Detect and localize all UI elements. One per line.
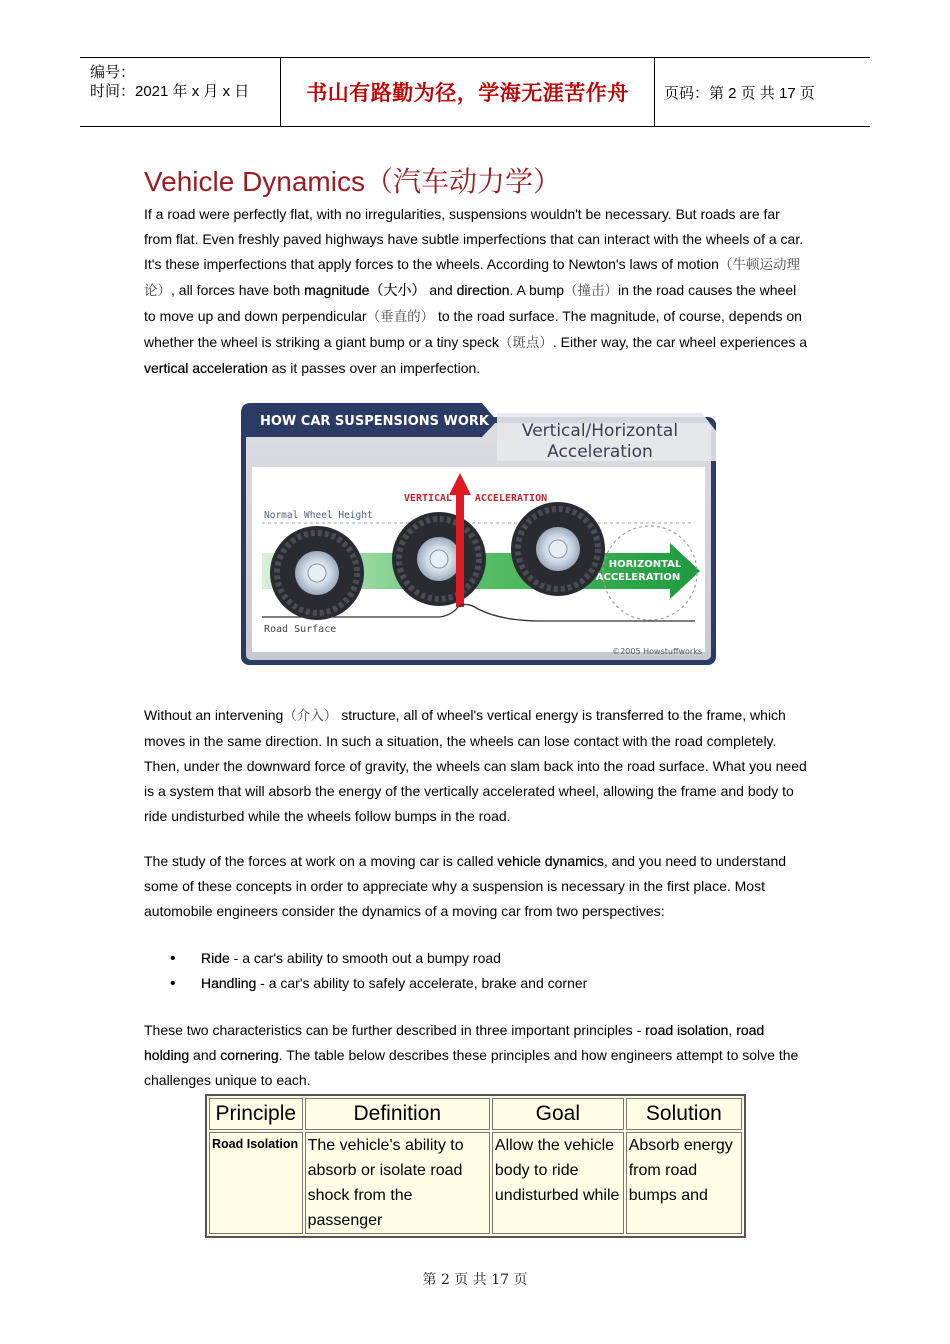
acceleration-label: ACCELERATION	[474, 493, 548, 504]
bullet-text: - a car's ability to smooth out a bumpy road	[229, 950, 501, 966]
col-header-definition: Definition	[305, 1098, 490, 1130]
keyword-road-isolation: road isolation	[645, 1022, 729, 1038]
normal-height-label: Normal Wheel Height	[264, 510, 373, 521]
list-item	[170, 971, 587, 996]
header-meta-cell	[80, 58, 281, 126]
vertical-label: VERTICAL	[403, 493, 453, 504]
number-label: 编号：	[90, 64, 136, 81]
list-item	[170, 946, 587, 971]
wheel-middle	[392, 512, 486, 606]
vertical-arrow-shaft	[456, 493, 464, 607]
text-run: structure, all of wheel's vertical energy is transferred to the frame, which moves in the same direction. In such a situation, the wheels can lose contact with the road completely. Then, under the downward force of gravity, the wheels can slam back into the road surface. What you need is a system that will absorb the energy of the vertically accelerated wheel, allowing the frame and body to ride undisturbed while the wheels follow bumps in the road.	[144, 707, 807, 824]
keyword-cornering: cornering	[220, 1047, 279, 1063]
text-run: , and you need to understand some of these concepts in order to appreciate why a suspension is necessary in the first place. Most automobile engineers consider the dynamics of a moving car from two perspectives:	[144, 853, 787, 919]
text-run: . The table below describes these principles and how engineers attempt to solve the challenges unique to each.	[144, 1047, 799, 1088]
horizontal-label-2: ACCELERATION	[595, 572, 681, 583]
keyword-vertical-acceleration: vertical acceleration	[144, 360, 268, 376]
cell-goal: Allow the vehicle body to ride undisturbed while	[492, 1132, 624, 1234]
keyword-road-holding: road holding	[144, 1022, 765, 1063]
wheel-left	[270, 526, 364, 620]
principles-table	[205, 1094, 746, 1238]
figure-banner-text: HOW CAR SUSPENSIONS WORK	[260, 414, 489, 429]
vehicle-dynamics-paragraph	[144, 849, 809, 924]
cell-definition: The vehicle's ability to absorb or isolate road shock from the passenger	[305, 1132, 490, 1234]
keyword-magnitude: magnitude（大小）	[304, 282, 426, 298]
text-run: . Either way, the car wheel experiences a	[552, 334, 808, 350]
figure-subtitle-1: Vertical/Horizontal	[521, 421, 679, 441]
horizontal-label-1: HORIZONTAL	[608, 559, 682, 570]
text-run: Without an intervening	[144, 707, 284, 723]
page-label: 页码：第 2 页 共 17 页	[664, 84, 815, 102]
intro-paragraph	[144, 202, 809, 381]
table-row	[209, 1132, 742, 1234]
figure-copyright: ©2005 Howstuffworks	[612, 647, 702, 656]
keyword-vehicle-dynamics: vehicle dynamics	[497, 853, 604, 869]
page-title: Vehicle Dynamics（汽车动力学）	[144, 166, 561, 197]
chinese-gloss: （斑点）	[498, 335, 553, 351]
col-header-principle: Principle	[209, 1098, 303, 1130]
principles-paragraph	[144, 1018, 809, 1093]
page-footer: 第 2 页 共 17 页	[422, 1272, 528, 1288]
text-run: ,	[728, 1022, 737, 1038]
page-header	[80, 57, 870, 127]
text-run: The study of the forces at work on a moving car is called	[144, 853, 498, 869]
text-run: as it passes over an imperfection.	[267, 360, 481, 376]
chinese-gloss: （垂直的）	[366, 309, 435, 325]
text-run: , all forces have both	[171, 282, 305, 298]
col-header-goal: Goal	[492, 1098, 624, 1130]
intervening-paragraph	[144, 703, 809, 829]
text-run: to the road surface. The magnitude, of course, depends on whether the wheel is striking a giant bump or a tiny speck	[144, 308, 802, 350]
text-run: . A bump	[509, 282, 565, 298]
text-run: If a road were perfectly flat, with no irregularities, suspensions wouldn't be necessary. But roads are far from flat. Even freshly paved highways have subtle imperfections that can interact with the wheels of a car. It's these imperfections that apply forces to the wheels. According to Newton's laws of motion	[144, 206, 804, 272]
chinese-gloss: （撞击）	[564, 283, 619, 299]
bullet-term: Ride	[201, 950, 230, 966]
table-header-row	[209, 1098, 742, 1130]
road-surface-label: Road Surface	[264, 624, 337, 635]
bullet-term: Handling	[201, 975, 257, 991]
time-label: 时间：2021 年 x 月 x 日	[90, 83, 250, 100]
chinese-gloss: （介入）	[283, 708, 338, 724]
bullet-icon: •	[170, 950, 176, 967]
wheel-right	[511, 502, 605, 596]
bullet-text: - a car's ability to safely accelerate, brake and corner	[256, 975, 588, 991]
text-run: and	[189, 1047, 221, 1063]
keyword-direction: direction	[456, 282, 510, 298]
text-run: and	[425, 282, 457, 298]
figure-subtitle-2: Acceleration	[547, 442, 653, 462]
header-motto-cell	[281, 58, 655, 126]
text-run: These two characteristics can be further described in three important principles -	[144, 1022, 646, 1038]
chinese-gloss: （牛顿运动理论）	[144, 257, 800, 299]
col-header-solution: Solution	[626, 1098, 742, 1130]
bullet-icon: •	[170, 975, 176, 992]
text-run: in the road causes the wheel to move up and down perpendicular	[144, 282, 797, 324]
perspectives-list	[170, 946, 587, 996]
suspension-figure	[240, 401, 717, 666]
cell-principle: Road Isolation	[209, 1132, 303, 1234]
cell-solution: Absorb energy from road bumps and	[626, 1132, 742, 1234]
header-page-cell	[655, 58, 870, 126]
motto: 书山有路勤为径，学海无涯苦作舟	[306, 80, 629, 105]
